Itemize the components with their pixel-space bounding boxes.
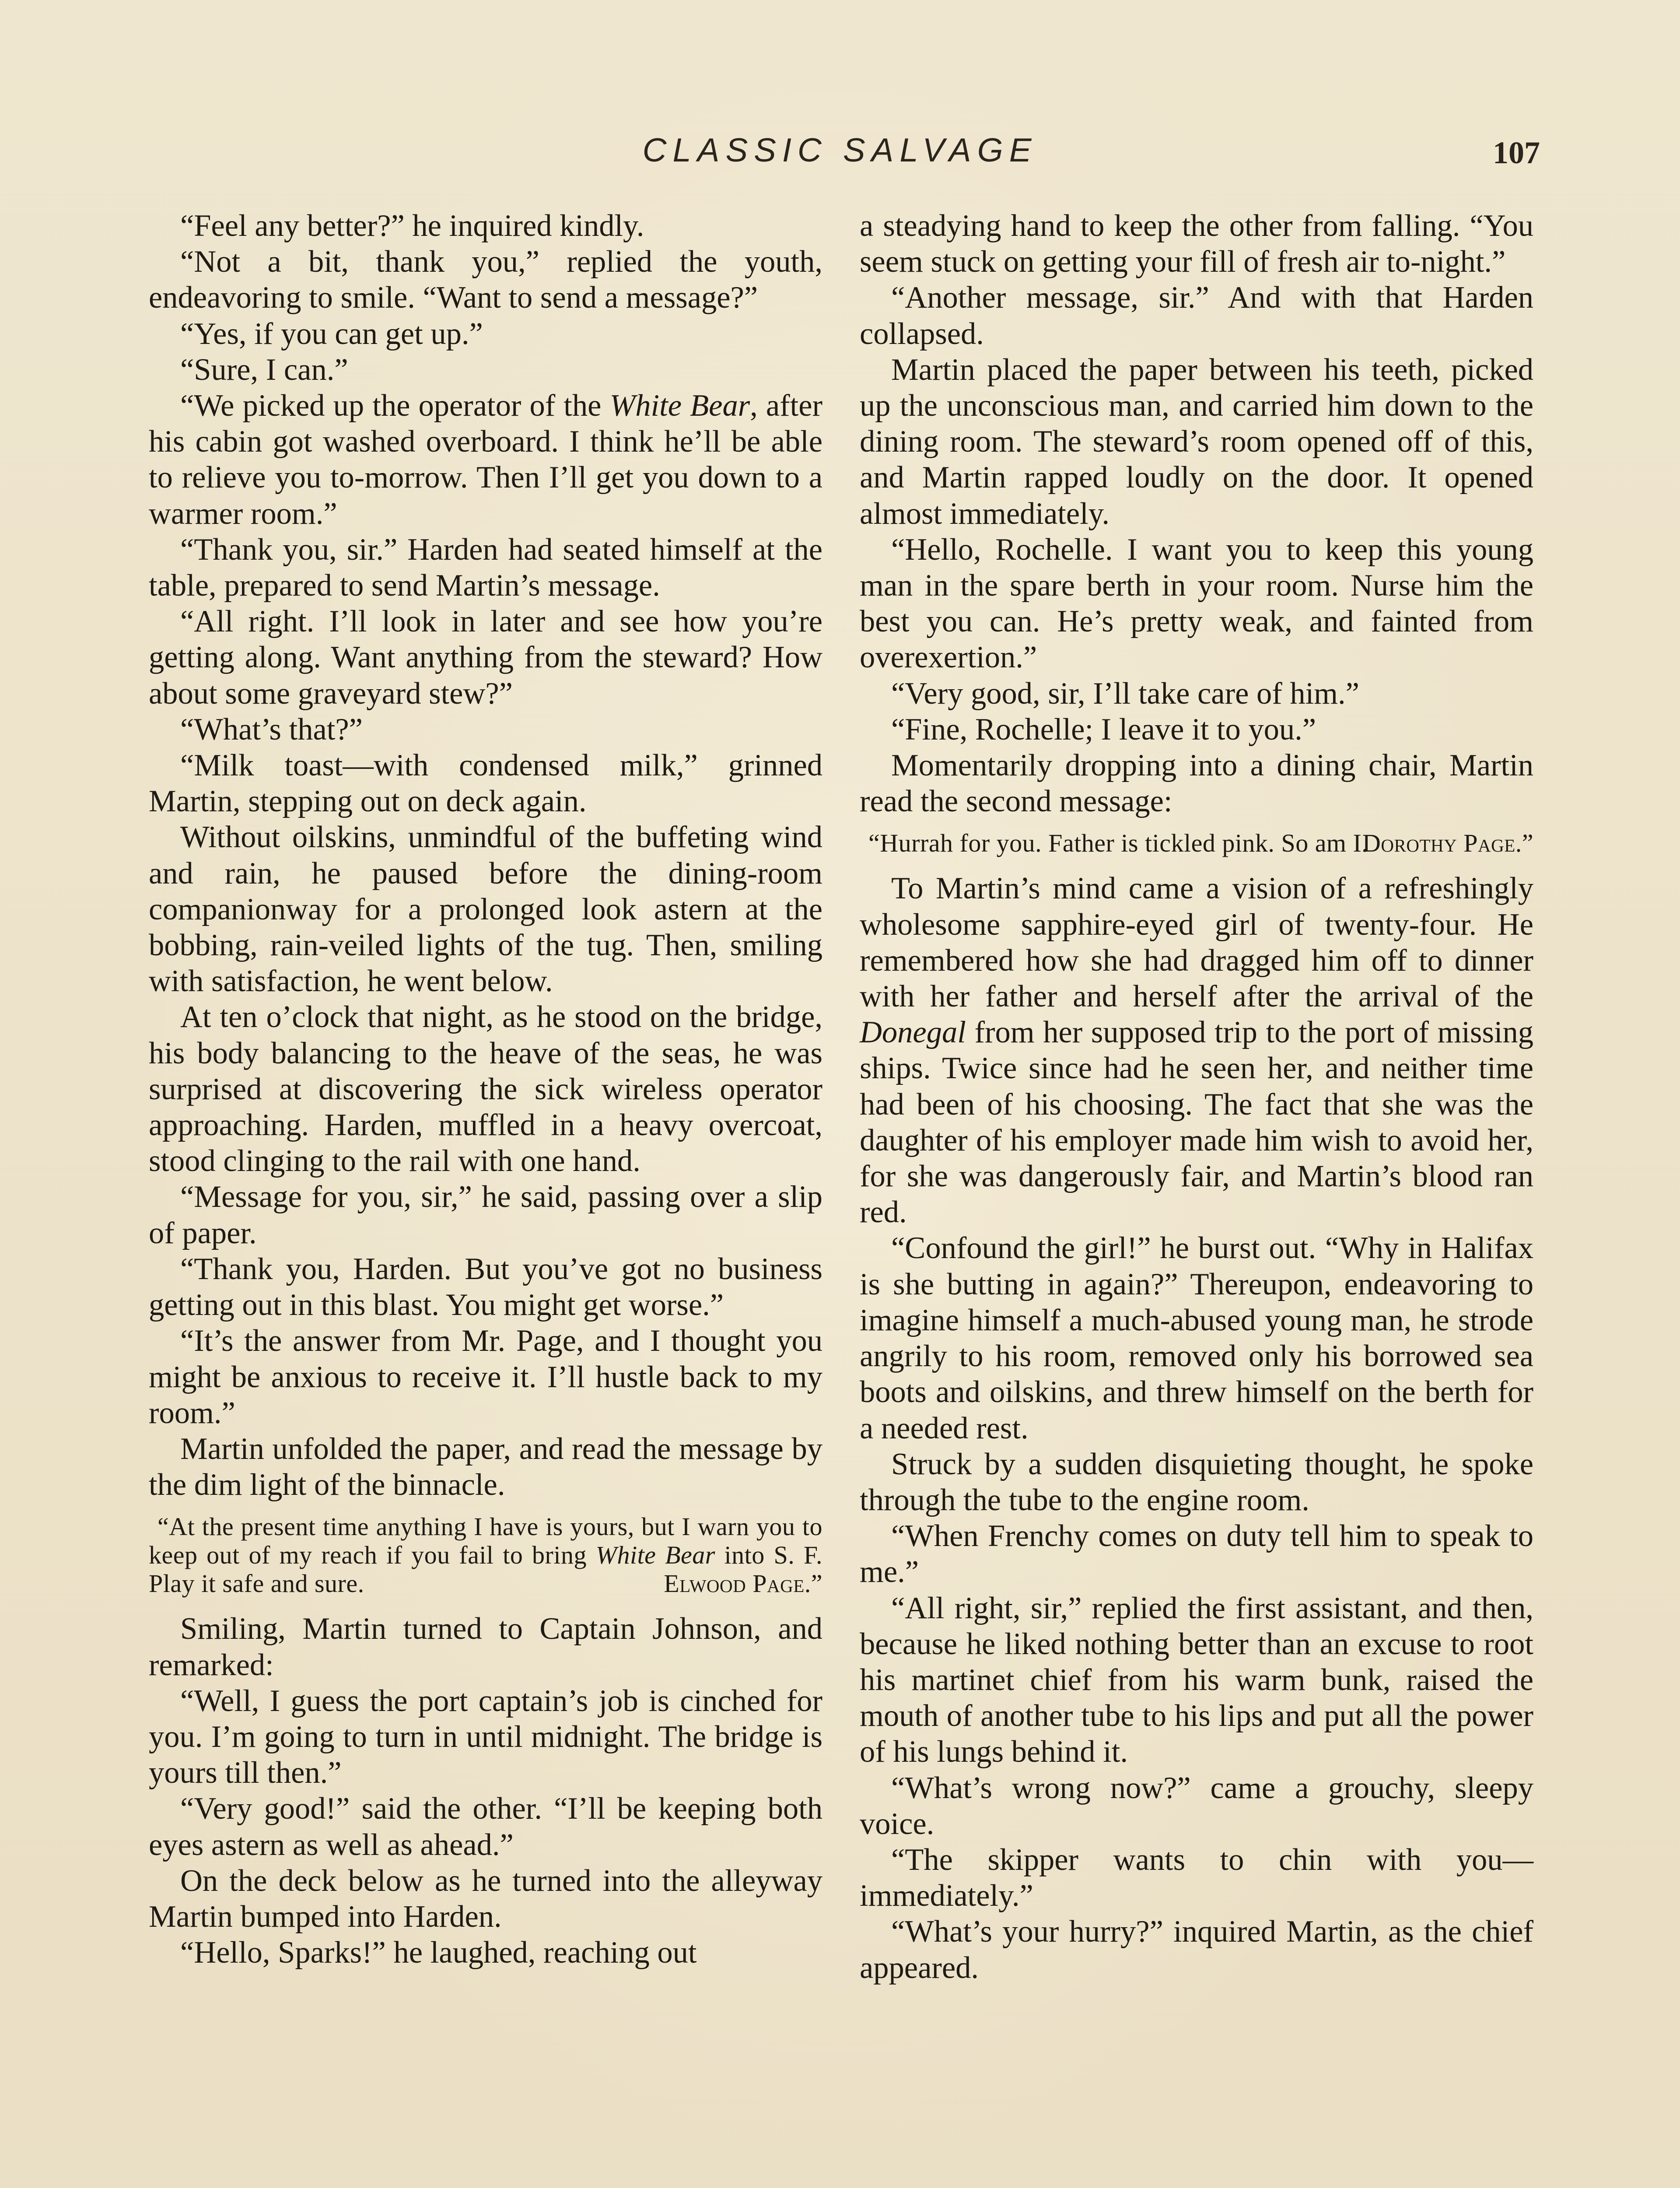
ship-name: White Bear <box>609 389 750 423</box>
telegram-quote <box>860 829 1533 857</box>
paragraph: “Very good, sir, I’ll take care of him.” <box>891 676 1359 711</box>
paragraph: “Sure, I can.” <box>180 352 348 387</box>
left-column <box>149 208 822 1971</box>
paragraph: “Very good!” said the other. “I’ll be keeping both eyes astern as well as ahead.” <box>149 1792 822 1862</box>
paragraph: Martin placed the paper between his teeth, picked up the unconscious man, and carried him down to the dining room. The steward’s room opened off of this, and Martin rapped loudly on the door. It opened almost immediately. <box>860 352 1533 531</box>
paragraph <box>860 870 1533 1230</box>
paragraph: Smiling, Martin turned to Captain Johnson, and remarked: <box>149 1612 822 1682</box>
page-number: 107 <box>1493 135 1540 170</box>
text-run: from her supposed trip to the port of missing ships. Twice since had he seen her, and neither time had been of his choosing. The fact that she was the daughter of his employer made him wish to avoid her, for she was dangerously fair, and Martin’s blood ran red. <box>860 1015 1533 1230</box>
paragraph: a steadying hand to keep the other from falling. “You seem stuck on getting your fill of fresh air to-night.” <box>860 209 1533 279</box>
text-run: “We picked up the operator of the <box>180 389 610 423</box>
text-run: To Martin’s mind came a vision of a refreshingly wholesome sapphire-eyed girl of twenty-four. He remembered how she had dragged him off to dinner with her father and herself after the arrival of the <box>860 871 1533 1014</box>
paragraph: “The skipper wants to chin with you—immediately.” <box>860 1842 1533 1913</box>
running-head: CLASSIC SALVAGE <box>642 132 1038 169</box>
paragraph: “When Frenchy comes on duty tell him to speak to me.” <box>860 1519 1533 1589</box>
paragraph: “It’s the answer from Mr. Page, and I thought you might be anxious to receive it. I’ll hustle back to my room.” <box>149 1324 822 1430</box>
paragraph: “All right. I’ll look in later and see how you’re getting along. Want anything from the steward? How about some graveyard stew?” <box>149 604 822 711</box>
text-run: into S. F. Play it safe and sure. <box>149 1541 822 1598</box>
telegram-text: “Hurrah for you. Father is tickled pink. So am I. <box>868 829 1368 858</box>
paragraph: “Fine, Rochelle; I leave it to you.” <box>891 712 1316 747</box>
telegram-signature: Dorothy Page.” <box>1362 829 1533 858</box>
paragraph: “Feel any better?” he inquired kindly. <box>180 209 644 243</box>
paragraph: “What’s wrong now?” came a grouchy, sleepy voice. <box>860 1771 1533 1841</box>
paragraph <box>149 388 822 532</box>
paragraph: “Confound the girl!” he burst out. “Why in Halifax is she butting in again?” Thereupon, endeavoring to imagine himself a much-abused young man, he strode angrily to his room, removed only his borrowed sea boots and oilskins, and threw himself on the berth for a needed rest. <box>860 1231 1533 1445</box>
ship-name: White Bear <box>595 1541 715 1570</box>
text-run: , after his cabin got washed overboard. I think he’ll be able to relieve you to-morrow. Then I’ll get you down to a warmer room.” <box>149 389 823 531</box>
paragraph: Momentarily dropping into a dining chair, Martin read the second message: <box>860 748 1533 819</box>
paragraph: “Yes, if you can get up.” <box>180 316 483 351</box>
paragraph: “Another message, sir.” And with that Harden collapsed. <box>860 281 1533 351</box>
paragraph: On the deck below as he turned into the alleyway Martin bumped into Harden. <box>149 1863 822 1934</box>
paragraph: “What’s your hurry?” inquired Martin, as the chief appeared. <box>860 1914 1533 1985</box>
text-run: “At the present time anything I have is yours, but I warn you to keep out of my reach if you fail to bring <box>149 1512 822 1570</box>
paragraph: Without oilskins, unmindful of the buffeting wind and rain, he paused before the dining-room companionway for a prolonged look astern at the bobbing, rain-veiled lights of the tug. Then, smiling with satisfaction, he went below. <box>149 820 822 999</box>
paragraph: “Hello, Sparks!” he laughed, reaching out <box>180 1936 697 1970</box>
telegram-signature: Elwood Page.” <box>664 1569 822 1598</box>
paragraph: Struck by a sudden disquieting thought, he spoke through the tube to the engine room. <box>860 1447 1533 1517</box>
paragraph: “Well, I guess the port captain’s job is cinched for you. I’m going to turn in until midnight. The bridge is yours till then.” <box>149 1683 822 1790</box>
ship-name: Donegal <box>860 1015 966 1050</box>
telegram-quote <box>149 1512 822 1598</box>
paragraph: “Hello, Rochelle. I want you to keep this young man in the spare berth in your room. Nurse him the best you can. He’s pretty weak, and fainted from overexertion.” <box>860 532 1533 675</box>
paragraph: “Milk toast—with condensed milk,” grinned Martin, stepping out on deck again. <box>149 748 822 819</box>
paragraph: Martin unfolded the paper, and read the message by the dim light of the binnacle. <box>149 1431 822 1502</box>
paragraph: “Thank you, sir.” Harden had seated himself at the table, prepared to send Martin’s message. <box>149 532 822 603</box>
paragraph: “What’s that?” <box>180 712 363 747</box>
paragraph: At ten o’clock that night, as he stood on the bridge, his body balancing to the heave of the seas, he was surprised at discovering the sick wireless operator approaching. Harden, muffled in a heavy overcoat, stood clinging to the rail with one hand. <box>149 1000 822 1178</box>
paragraph: “Thank you, Harden. But you’ve got no business getting out in this blast. You might get worse.” <box>149 1252 822 1322</box>
paragraph: “Message for you, sir,” he said, passing over a slip of paper. <box>149 1180 822 1250</box>
paragraph: “All right, sir,” replied the first assistant, and then, because he liked nothing better than an excuse to root his martinet chief from his warm bunk, raised the mouth of another tube to his lips and put all the power of his lungs behind it. <box>860 1591 1533 1769</box>
right-column <box>860 208 1533 1986</box>
paragraph: “Not a bit, thank you,” replied the youth, endeavoring to smile. “Want to send a message?” <box>149 245 822 315</box>
